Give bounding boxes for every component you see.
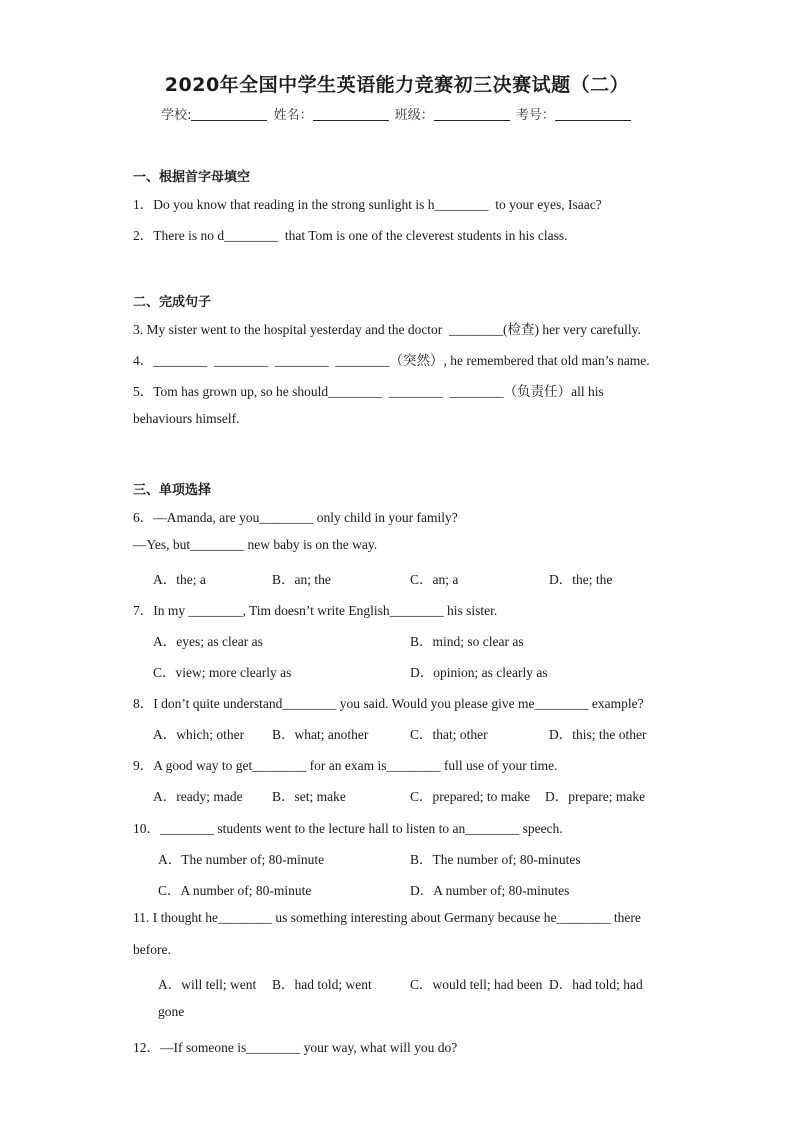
option-7b: B．mind; so clear as — [410, 634, 524, 649]
number-label: 考号： — [515, 108, 555, 123]
option-8d: D．this; the other — [549, 727, 647, 742]
option-10a: A．The number of; 80-minute — [158, 852, 325, 867]
section-heading-1: 一、根据首字母填空 — [133, 170, 251, 185]
number-blank — [555, 108, 631, 121]
question-4: 4．________ ________ ________ ________（突然）, he remembered that old man’s name. — [133, 353, 650, 368]
option-11b: B．had told; went — [272, 977, 372, 992]
question-1: 1．Do you know that reading in the strong sunlight is h________ to your eyes, Isaac? — [133, 197, 602, 212]
question-9: 9．A good way to get________ for an exam is________ full use of your time. — [133, 758, 558, 773]
question-8: 8．I don’t quite understand________ you said. Would you please give me________ example? — [133, 696, 644, 711]
option-7d: D．opinion; as clearly as — [410, 665, 548, 680]
option-11d: D．had told; had — [549, 977, 643, 992]
option-6a: A．the; a — [153, 572, 206, 587]
option-7a: A．eyes; as clear as — [153, 634, 263, 649]
name-blank — [313, 108, 389, 121]
school-label: 学校: — [161, 108, 192, 123]
question-11: 11. I thought he________ us something interesting about Germany because he________ there — [133, 910, 641, 925]
section-heading-2: 二、完成句子 — [133, 295, 212, 310]
option-8c: C．that; other — [410, 727, 488, 742]
question-11-cont: before. — [133, 942, 171, 957]
question-2: 2．There is no d________ that Tom is one of the cleverest students in his class. — [133, 228, 568, 243]
option-9b: B．set; make — [272, 789, 346, 804]
option-9c: C．prepared; to make — [410, 789, 530, 804]
class-label: 班级： — [394, 108, 434, 123]
class-blank — [434, 108, 510, 121]
page-title: 2020年全国中学生英语能力竞赛初三决赛试题（二） — [164, 74, 630, 96]
question-5-cont: behaviours himself. — [133, 411, 240, 426]
option-11a: A．will tell; went — [158, 977, 257, 992]
question-6-reply: —Yes, but________ new baby is on the way. — [133, 537, 378, 552]
option-9a: A．ready; made — [153, 789, 243, 804]
option-6d: D．the; the — [549, 572, 613, 587]
option-9d: D．prepare; make — [545, 789, 646, 804]
section-heading-3: 三、单项选择 — [133, 483, 212, 498]
question-5: 5．Tom has grown up, so he should________ ________ ________（负责任）all his — [133, 384, 604, 399]
question-7: 7．In my ________, Tim doesn’t write English________ his sister. — [133, 603, 498, 618]
option-6b: B．an; the — [272, 572, 331, 587]
name-label: 姓名： — [273, 108, 313, 123]
option-8b: B．what; another — [272, 727, 369, 742]
question-6: 6．—Amanda, are you________ only child in your family? — [133, 510, 458, 525]
option-11c: C．would tell; had been — [410, 977, 543, 992]
question-3: 3. My sister went to the hospital yesterday and the doctor ________(检查) her very carefully. — [133, 322, 641, 337]
option-8a: A．which; other — [153, 727, 245, 742]
option-10c: C．A number of; 80-minute — [158, 883, 312, 898]
option-7c: C．view; more clearly as — [153, 665, 292, 680]
question-10: 10．________ students went to the lecture hall to listen to an________ speech. — [133, 821, 563, 836]
student-info-row — [0, 104, 794, 123]
option-10d: D．A number of; 80-minutes — [410, 883, 570, 898]
option-6c: C．an; a — [410, 572, 459, 587]
question-12: 12．—If someone is________ your way, what will you do? — [133, 1040, 458, 1055]
school-blank — [191, 108, 267, 121]
option-10b: B．The number of; 80-minutes — [410, 852, 581, 867]
option-11d-wrap: gone — [158, 1004, 185, 1019]
